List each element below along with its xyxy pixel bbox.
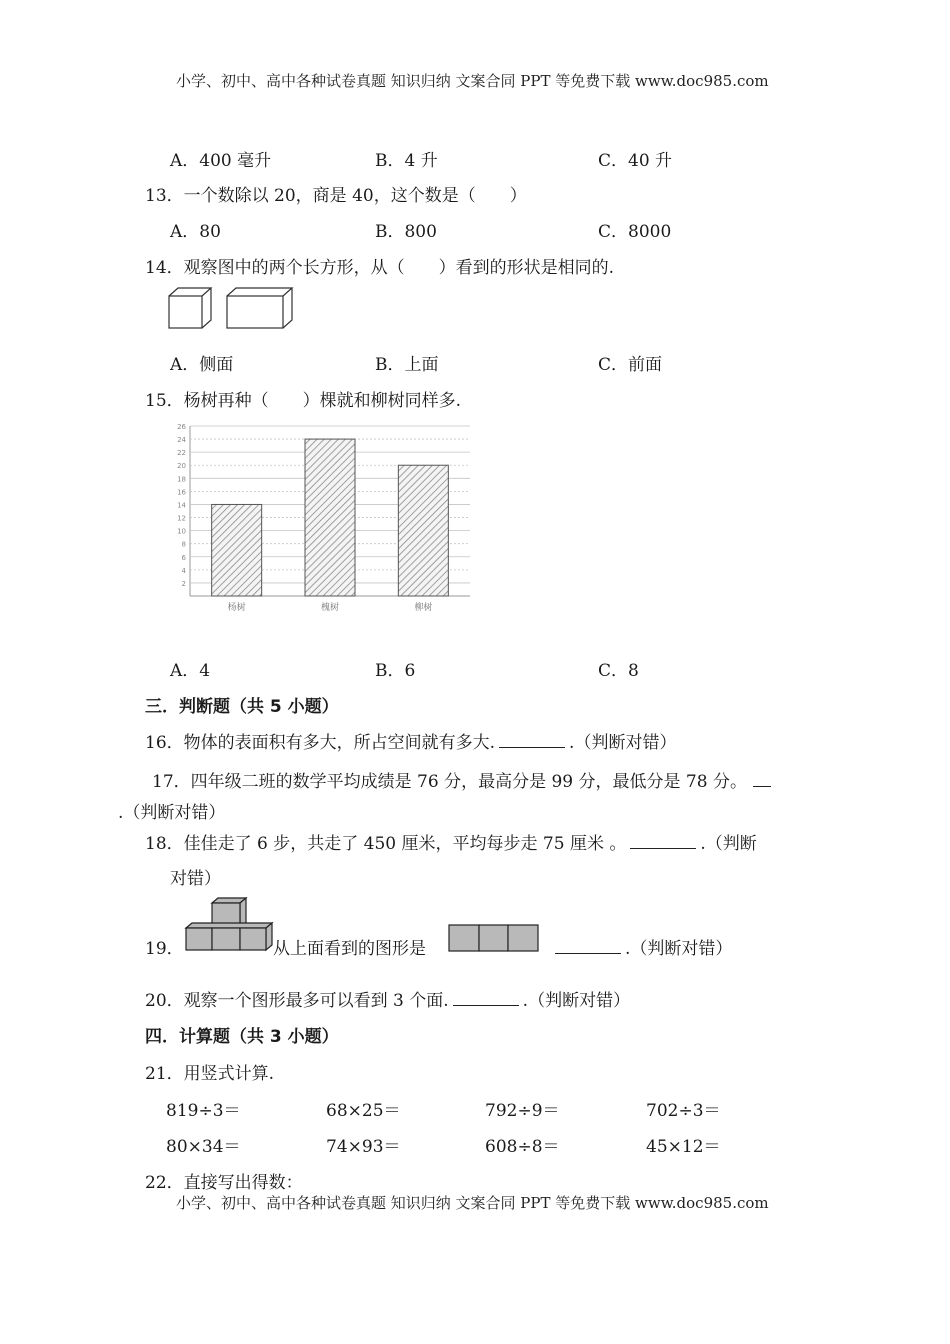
chart-bar: [305, 439, 355, 596]
q13-option-a: A．80: [170, 222, 221, 242]
chart-y-tick-label: 4: [181, 566, 186, 575]
q21-stem: 21．用竖式计算.: [145, 1064, 275, 1084]
q18-line2: 对错）: [170, 869, 221, 889]
q19-top-view-figure: [447, 923, 541, 953]
q21-calc: 792÷9＝: [485, 1101, 560, 1121]
chart-bar: [398, 465, 448, 596]
q20: [145, 986, 630, 1011]
q17-answer-blank[interactable]: [753, 785, 771, 787]
q16: [145, 728, 676, 753]
q13-option-c: C．8000: [598, 222, 672, 242]
chart-bar: [212, 504, 262, 596]
q19-tail: .（判断对错）: [625, 939, 733, 959]
chart-y-tick-label: 6: [181, 553, 186, 562]
chart-y-tick-label: 8: [181, 540, 186, 549]
chart-category-label: 柳树: [414, 603, 433, 613]
chart-y-tick-label: 10: [177, 527, 186, 536]
chart-y-tick-label: 26: [177, 423, 186, 431]
q18-line1: [145, 829, 757, 854]
chart-y-tick-label: 12: [177, 514, 186, 523]
q16-answer-blank[interactable]: [499, 746, 565, 748]
q14-boxes-figure: [165, 284, 295, 332]
long-box: [227, 288, 292, 328]
q18-text: 18．佳佳走了 6 步，共走了 450 厘米，平均每步走 75 厘米 。: [145, 834, 627, 854]
q13-option-b: B．800: [375, 222, 437, 242]
q14-option-c: C．前面: [598, 355, 663, 375]
q12-option-a: A．400 毫升: [170, 151, 272, 171]
small-box: [169, 288, 211, 328]
q21-calc: 74×93＝: [326, 1137, 401, 1157]
q21-calc: 702÷3＝: [646, 1101, 721, 1121]
q15-option-c: C．8: [598, 661, 639, 681]
chart-y-tick-label: 22: [177, 449, 186, 458]
q15-stem: 15．杨树再种（ ）棵就和柳树同样多.: [145, 391, 462, 411]
q20-answer-blank[interactable]: [453, 1004, 519, 1006]
q14-option-b: B．上面: [375, 355, 439, 375]
page-header: 小学、初中、高中各种试卷真题 知识归纳 文案合同 PPT 等免费下载 www.doc985.com: [176, 72, 769, 90]
q18-answer-blank[interactable]: [630, 847, 696, 849]
q12-option-c: C．40 升: [598, 151, 673, 171]
q17-line1: [152, 767, 771, 792]
q19-num: 19．: [145, 939, 184, 959]
q22-stem: 22．直接写出得数：: [145, 1173, 303, 1193]
q21-calc: 819÷3＝: [166, 1101, 241, 1121]
q18-tail: .（判断: [700, 834, 757, 854]
section4-title: 四．计算题（共 3 小题）: [145, 1027, 339, 1047]
q19-answer-blank[interactable]: [555, 952, 621, 954]
q17-line2: .（判断对错）: [118, 803, 226, 823]
q15-option-b: B．6: [375, 661, 416, 681]
q14-stem: 14．观察图中的两个长方形，从（ ）看到的形状是相同的.: [145, 258, 615, 278]
page-footer: 小学、初中、高中各种试卷真题 知识归纳 文案合同 PPT 等免费下载 www.doc985.com: [176, 1194, 769, 1212]
tree-bar-chart: [168, 418, 478, 623]
chart-y-tick-label: 2: [181, 579, 186, 588]
chart-y-tick-label: 24: [177, 436, 186, 445]
q21-calc: 68×25＝: [326, 1101, 401, 1121]
chart-category-label: 槐树: [320, 603, 340, 613]
q20-tail: .（判断对错）: [522, 991, 631, 1011]
q21-calc: 45×12＝: [646, 1137, 721, 1157]
q19-cubes-figure: [182, 897, 277, 952]
q14-option-a: A．侧面: [170, 355, 234, 375]
chart-category-label: 杨树: [227, 603, 246, 613]
chart-y-tick-label: 16: [177, 488, 186, 497]
chart-y-tick-label: 14: [177, 501, 186, 510]
q12-option-b: B．4 升: [375, 151, 438, 171]
chart-y-tick-label: 18: [177, 475, 186, 484]
q16-text: 16．物体的表面积有多大，所占空间就有多大.: [145, 733, 496, 753]
section3-title: 三．判断题（共 5 小题）: [145, 697, 339, 717]
q13-stem: 13．一个数除以 20，商是 40，这个数是（ ）: [145, 186, 527, 206]
q16-tail: .（判断对错）: [569, 733, 677, 753]
q19-mid: 从上面看到的图形是: [273, 939, 426, 959]
q20-text: 20．观察一个图形最多可以看到 3 个面.: [145, 991, 449, 1011]
chart-y-tick-label: 20: [177, 462, 186, 471]
q17-text: 17．四年级二班的数学平均成绩是 76 分，最高分是 99 分，最低分是 78 分。: [152, 772, 747, 792]
q15-option-a: A．4: [170, 661, 211, 681]
q21-calc: 80×34＝: [166, 1137, 241, 1157]
q21-calc: 608÷8＝: [485, 1137, 560, 1157]
q19-rest: [541, 934, 732, 959]
